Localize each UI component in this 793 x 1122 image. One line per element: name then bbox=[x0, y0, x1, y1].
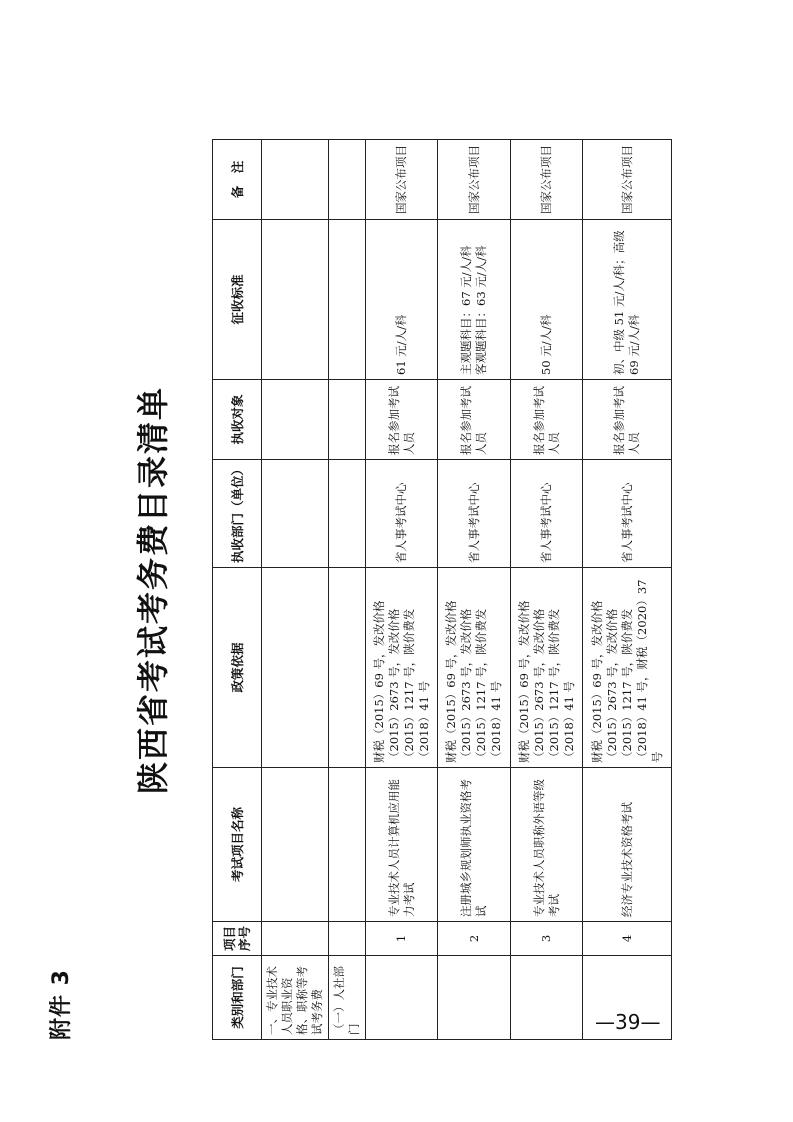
row-dept: 省人事考试中心 bbox=[438, 460, 510, 568]
row-standard: 初、中级 51 元/人/科；高级 69 元/人/科 bbox=[583, 220, 672, 380]
header-seq: 项目序号 bbox=[213, 922, 262, 956]
row-standard: 61 元/人/科 bbox=[366, 220, 438, 380]
row-remark: 国家公布项目 bbox=[583, 140, 672, 220]
row-seq: 4 bbox=[583, 922, 672, 956]
header-policy: 政策依据 bbox=[213, 568, 262, 768]
row-project: 专业技术人员计算机应用能力考试 bbox=[366, 768, 438, 922]
header-row bbox=[213, 140, 262, 1040]
row-target: 报名参加考试人员 bbox=[583, 380, 672, 460]
row-standard: 主观题科目：67 元/人/科 客观题科目：63 元/人/科 bbox=[438, 220, 510, 380]
row-target: 报名参加考试人员 bbox=[438, 380, 510, 460]
header-project: 考试项目名称 bbox=[213, 768, 262, 922]
table-row bbox=[366, 140, 438, 1040]
header-remark: 备 注 bbox=[213, 140, 262, 220]
row-project: 专业技术人员职称外语等级考试 bbox=[510, 768, 582, 922]
fee-table bbox=[212, 139, 672, 1040]
row-policy: 财税（2015）69 号，发改价格（2015）2673 号，发改价格（2015）1217 号，陕价费发（2018）41 号 bbox=[510, 568, 582, 768]
row-remark: 国家公布项目 bbox=[438, 140, 510, 220]
row-dept: 省人事考试中心 bbox=[583, 460, 672, 568]
row-policy: 财税（2015）69 号，发改价格（2015）2673 号，发改价格（2015）1217 号，陕价费发（2018）41 号，财税（2020）37 号 bbox=[583, 568, 672, 768]
header-category: 类别和部门 bbox=[213, 956, 262, 1040]
header-target: 执收对象 bbox=[213, 380, 262, 460]
row-target: 报名参加考试人员 bbox=[366, 380, 438, 460]
row-project: 注册城乡规划师执业资格考试 bbox=[438, 768, 510, 922]
row-policy: 财税（2015）69 号，发改价格（2015）2673 号，发改价格（2015）1217 号，陕价费发（2018）41 号 bbox=[438, 568, 510, 768]
row-project: 经济专业技术资格考试 bbox=[583, 768, 672, 922]
row-seq: 1 bbox=[366, 922, 438, 956]
table-row bbox=[438, 140, 510, 1040]
page-number: —39— bbox=[595, 1010, 661, 1034]
header-dept: 执收部门（单位） bbox=[213, 460, 262, 568]
dept-row bbox=[329, 140, 366, 1040]
table-row bbox=[510, 140, 582, 1040]
header-standard: 征收标准 bbox=[213, 220, 262, 380]
attachment-label: 附件 3 bbox=[49, 969, 74, 1040]
section-category: 一、专业技术人员职业资格、职称等考试考务费 bbox=[262, 956, 329, 1040]
row-dept: 省人事考试中心 bbox=[366, 460, 438, 568]
table-row bbox=[583, 140, 672, 1040]
row-seq: 3 bbox=[510, 922, 582, 956]
rotated-page bbox=[49, 140, 692, 1040]
row-standard: 50 元/人/科 bbox=[510, 220, 582, 380]
document-title: 陕西省考试考务费目录清单 bbox=[134, 386, 172, 795]
section-row bbox=[262, 140, 329, 1040]
row-remark: 国家公布项目 bbox=[510, 140, 582, 220]
row-dept: 省人事考试中心 bbox=[510, 460, 582, 568]
row-remark: 国家公布项目 bbox=[366, 140, 438, 220]
row-target: 报名参加考试人员 bbox=[510, 380, 582, 460]
row-policy: 财税（2015）69 号，发改价格（2015）2673 号，发改价格（2015）1217 号，陕价费发（2018）41 号 bbox=[366, 568, 438, 768]
row-seq: 2 bbox=[438, 922, 510, 956]
dept-category: （一）人社部门 bbox=[329, 956, 366, 1040]
